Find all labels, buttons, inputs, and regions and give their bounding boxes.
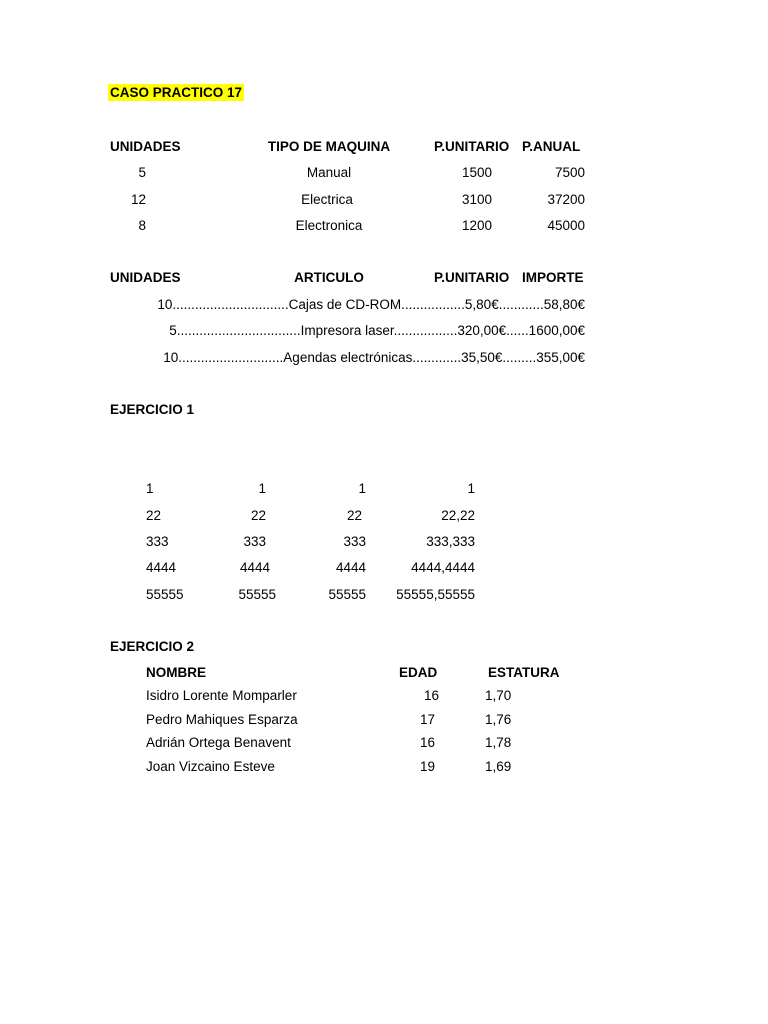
ej2-cell-nombre: Joan Vizcaino Esteve (146, 759, 275, 774)
table1-cell: 3100 (461, 192, 492, 207)
ej1-cell: 333 (146, 534, 169, 549)
table2-header-articulo: ARTICULO (294, 270, 364, 285)
ej1-cell: 333 (243, 534, 266, 549)
table2-header-punitario: P.UNITARIO (434, 270, 510, 285)
ej2-cell-edad: 17 (419, 712, 435, 727)
table1-header-panual: P.ANUAL (522, 139, 581, 154)
ej1-cell: 22 (250, 508, 266, 523)
ej2-cell-nombre: Isidro Lorente Momparler (146, 688, 297, 703)
table1-cell: 1500 (461, 165, 492, 180)
table1-cell: 5 (138, 165, 146, 180)
table2-line: 5.................................Impresora laser.................320,00€......1600,00€ (169, 323, 585, 338)
ej1-cell: 22 (146, 508, 162, 523)
ej2-cell-estatura: 1,70 (485, 688, 512, 703)
ej1-cell: 1 (146, 481, 154, 496)
table1-cell: 37200 (547, 192, 585, 207)
table1-cell: Electrica (301, 192, 353, 207)
table1-header-unidades: UNIDADES (110, 139, 181, 154)
ej2-header-nombre: NOMBRE (146, 665, 206, 680)
ej1-cell: 4444 (239, 560, 270, 575)
ej2-cell-edad: 16 (423, 688, 439, 703)
ej2-cell-estatura: 1,69 (485, 759, 512, 774)
ejercicio1-title: EJERCICIO 1 (110, 402, 195, 417)
ej2-cell-estatura: 1,78 (485, 735, 512, 750)
ej1-cell: 1 (358, 481, 366, 496)
ej1-cell: 55555 (238, 587, 276, 602)
ej1-cell: 1 (467, 481, 475, 496)
ej2-cell-edad: 19 (419, 759, 435, 774)
ej1-cell: 55555,55555 (396, 587, 475, 602)
ej1-cell: 4444 (335, 560, 366, 575)
ej1-cell: 1 (258, 481, 266, 496)
table2-header-unidades: UNIDADES (110, 270, 181, 285)
table1-header-tipo: TIPO DE MAQUINA (267, 139, 391, 154)
table2-line: 10............................Agendas electrónicas.............35,50€.........355,00€ (163, 350, 585, 365)
ej1-cell: 333,333 (426, 534, 475, 549)
ej1-cell: 333 (343, 534, 366, 549)
table1-cell: 12 (130, 192, 146, 207)
ej2-header-edad: EDAD (399, 665, 438, 680)
ej1-cell: 4444,4444 (411, 560, 475, 575)
table1-header-punitario: P.UNITARIO (434, 139, 510, 154)
ej1-cell: 22 (346, 508, 362, 523)
table1-cell: 8 (138, 218, 146, 233)
table1-cell: Electronica (295, 218, 363, 233)
ej1-cell: 55555 (328, 587, 366, 602)
table1-cell: 1200 (461, 218, 492, 233)
ej2-cell-edad: 16 (419, 735, 435, 750)
ej2-cell-estatura: 1,76 (485, 712, 512, 727)
ej1-cell: 55555 (146, 587, 184, 602)
table1-cell: 7500 (554, 165, 585, 180)
table1-cell: Manual (306, 165, 352, 180)
ej2-header-estatura: ESTATURA (488, 665, 560, 680)
table2-line: 10...............................Cajas de CD-ROM.................5,80€............58,80€ (157, 297, 585, 312)
ej2-cell-nombre: Pedro Mahiques Esparza (146, 712, 298, 727)
ej1-cell: 22,22 (441, 508, 475, 523)
ej2-cell-nombre: Adrián Ortega Benavent (146, 735, 291, 750)
table1-cell: 45000 (547, 218, 585, 233)
document-title: CASO PRACTICO 17 (110, 85, 243, 100)
ej1-cell: 4444 (146, 560, 177, 575)
ejercicio2-title: EJERCICIO 2 (110, 639, 195, 654)
table2-header-importe: IMPORTE (522, 270, 584, 285)
